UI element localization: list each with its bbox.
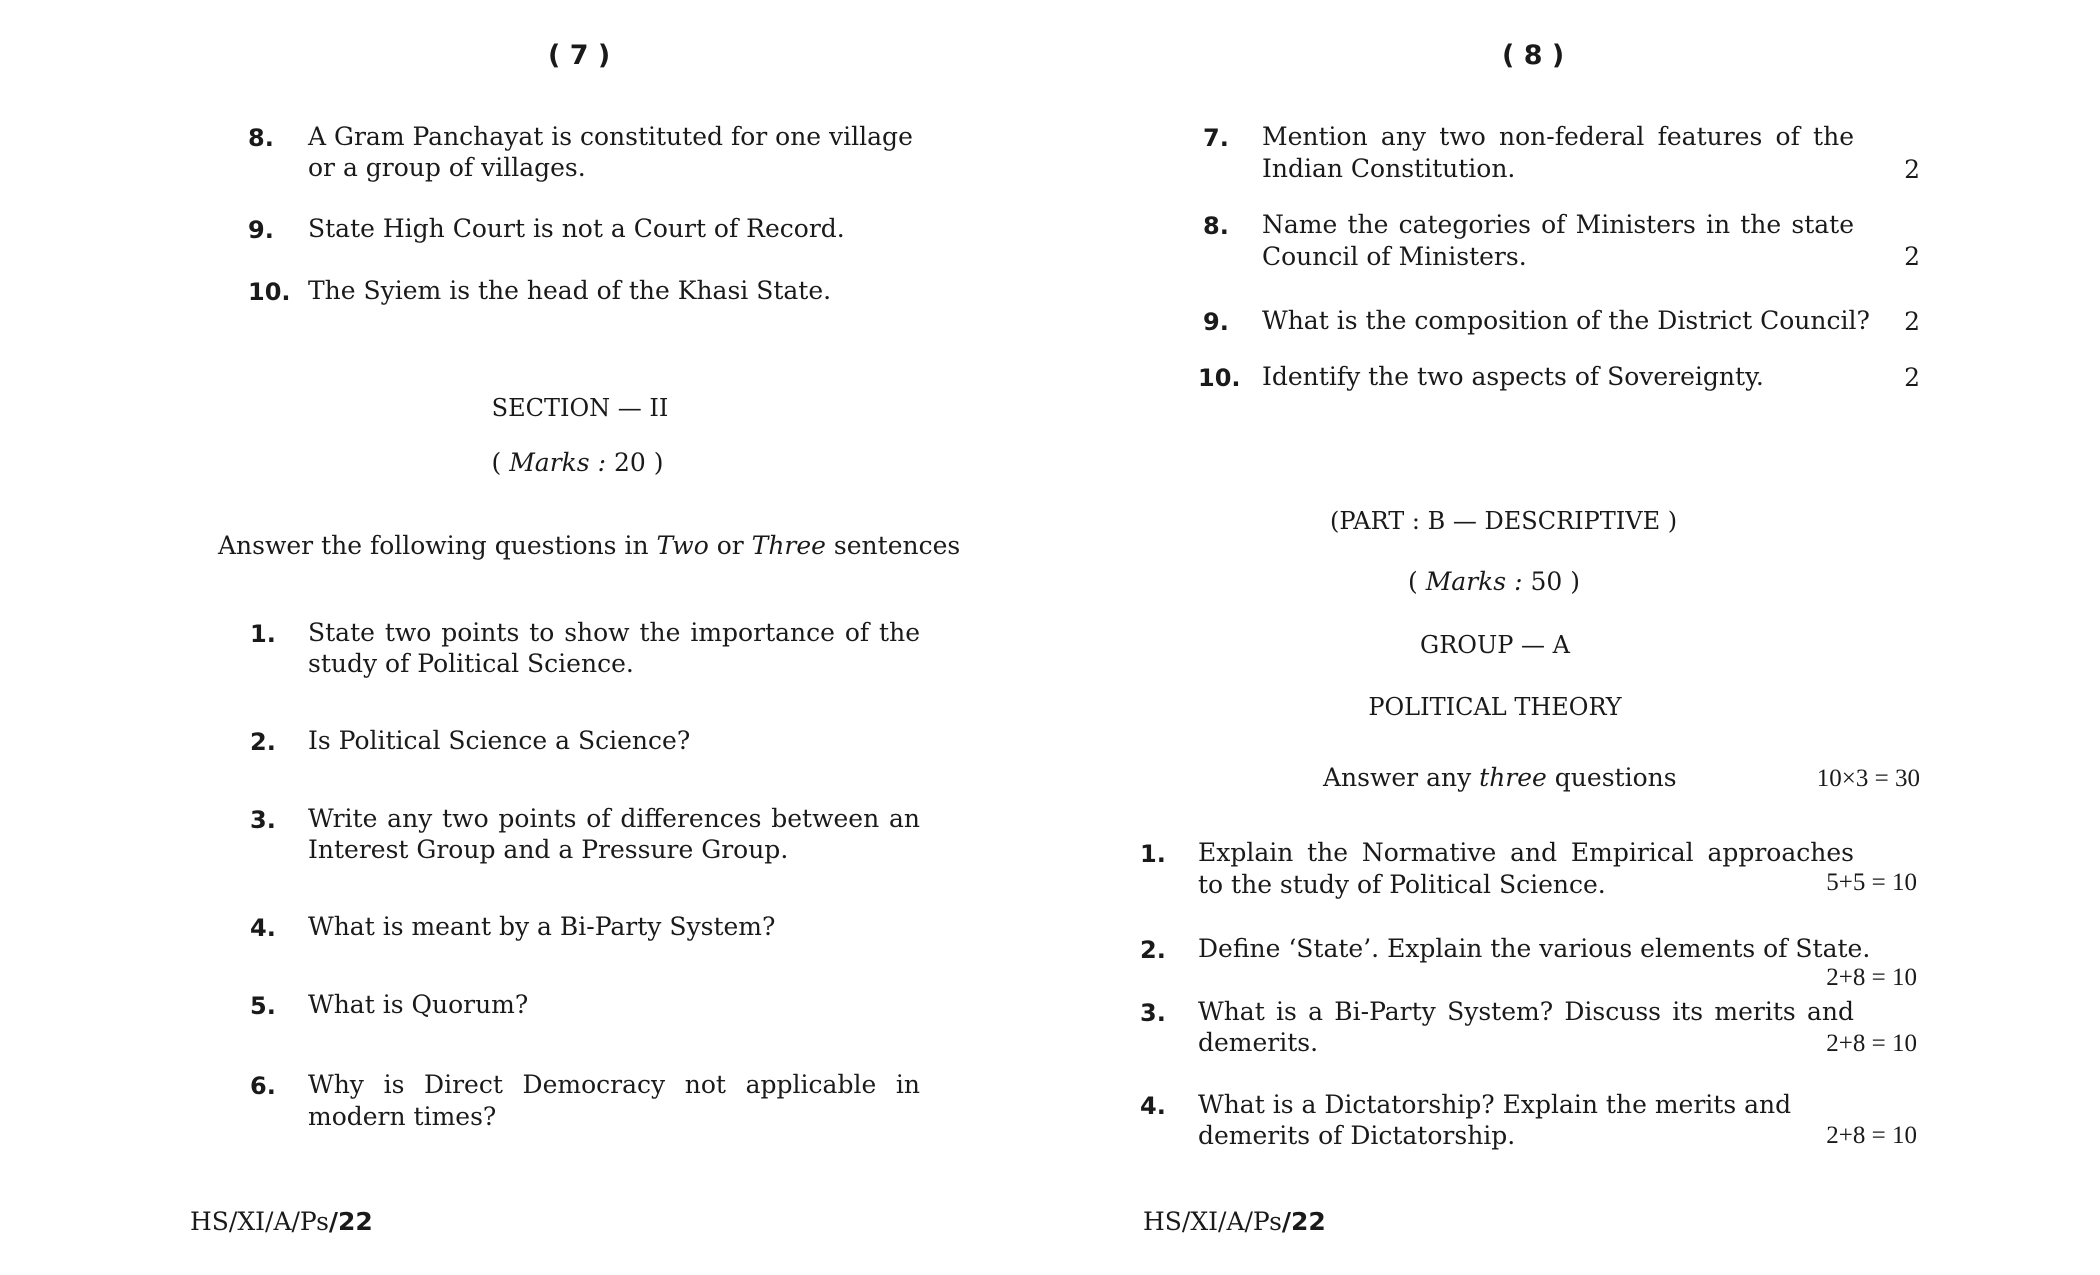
item-number: 9. [248,216,274,244]
question-number: 4. [1140,1092,1166,1120]
footer-code: HS/XI/A/Ps/22 [1143,1207,1326,1236]
question-text: Why is Direct Democracy not applicable in modern times? [308,1070,920,1131]
question-text: Explain the Normative and Empirical approaches to the study of Political Science. [1198,838,1854,899]
instruction: Answer the following questions in Two or Three sentences [218,531,961,560]
question-number: 6. [250,1072,276,1100]
question-marks: 2 [1904,155,1920,184]
footer-code: HS/XI/A/Ps/22 [190,1207,373,1236]
question-number: 1. [1140,840,1166,868]
question-text: Mention any two non-federal features of the Indian Constitution. [1262,122,1854,183]
question-text: What is the composition of the District Council? [1262,306,1870,335]
question-number: 1. [250,620,276,648]
question-number: 2. [1140,936,1166,964]
question-text: What is Quorum? [308,990,529,1019]
item-number: 10. [248,278,291,306]
question-marks: 2 [1904,307,1920,336]
question-text: Is Political Science a Science? [308,726,691,755]
question-text: Write any two points of differences between an Interest Group and a Pressure Group. [308,804,920,864]
item-text: A Gram Panchayat is constituted for one village or a group of villages. [308,122,913,182]
question-number: 4. [250,914,276,942]
part-marks: ( Marks : 50 ) [1408,567,1580,596]
question-marks: 2+8 = 10 [1826,1030,1917,1057]
item-text: The Syiem is the head of the Khasi State. [308,276,832,305]
question-text: Name the categories of Ministers in the state Council of Ministers. [1262,210,1854,271]
question-marks: 5+5 = 10 [1826,869,1917,896]
question-number: 3. [250,806,276,834]
group-title: GROUP — A [1420,631,1570,659]
question-number: 7. [1203,124,1229,152]
question-marks: 2 [1904,363,1920,392]
question-number: 9. [1203,308,1229,336]
instruction: Answer any three questions [1323,763,1677,792]
page-number: ( 7 ) [548,40,611,71]
question-text: What is a Bi-Party System? Discuss its merits and demerits. [1198,997,1854,1057]
question-number: 10. [1198,364,1241,392]
section-marks: ( Marks : 20 ) [491,448,664,477]
question-text: Define ‘State’. Explain the various elements of State. [1198,934,1871,963]
question-text: What is meant by a Bi-Party System? [308,912,776,941]
instruction-marks: 10×3 = 30 [1816,765,1920,792]
item-number: 8. [248,124,274,152]
question-marks: 2 [1904,242,1920,271]
question-number: 5. [250,992,276,1020]
question-marks: 2+8 = 10 [1826,1122,1917,1149]
subject-title: POLITICAL THEORY [1368,693,1622,721]
question-number: 3. [1140,999,1166,1027]
question-text: State two points to show the importance of the study of Political Science. [308,618,920,678]
item-text: State High Court is not a Court of Record. [308,214,845,243]
question-number: 8. [1203,212,1229,240]
page-number: ( 8 ) [1502,40,1565,71]
question-text: What is a Dictatorship? Explain the merits and demerits of Dictatorship. [1198,1090,1792,1150]
part-title: (PART : B — DESCRIPTIVE ) [1330,507,1678,535]
question-marks: 2+8 = 10 [1826,964,1917,991]
question-text: Identify the two aspects of Sovereignty. [1262,362,1764,391]
section-title: SECTION — II [491,394,669,422]
question-number: 2. [250,728,276,756]
